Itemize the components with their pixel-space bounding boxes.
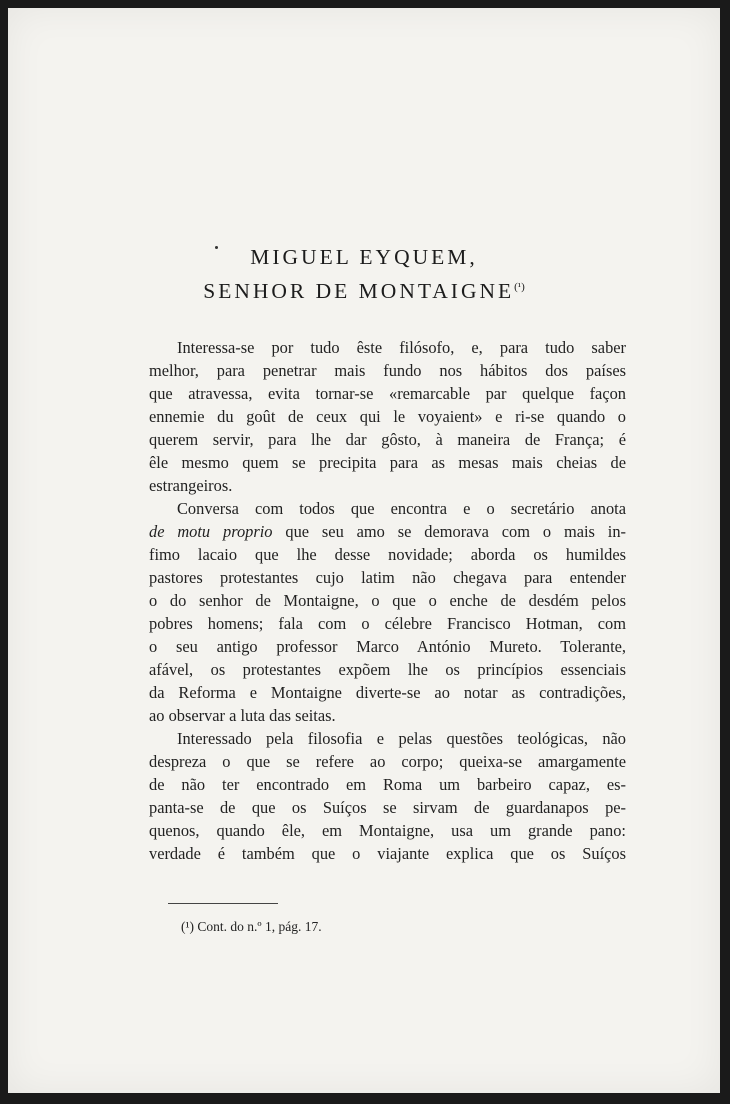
text-line: Conversa com todos que encontra e o secretário anota [177, 499, 626, 518]
text-line: ennemie du goût de ceux qui le voyaient» e ri-se quando o [149, 407, 626, 426]
footnote [181, 919, 322, 935]
footnote-marker: (¹) [181, 919, 195, 934]
footnote-reference[interactable]: (¹) [514, 281, 525, 293]
text-line-with-italic [149, 520, 626, 543]
footnote-text: Cont. do n.º 1, pág. 17. [197, 919, 322, 934]
text-line: de não ter encontrado em Roma um barbeiro capaz, es- [149, 775, 626, 794]
text-line-rest: que seu amo se demorava com o mais in- [285, 522, 626, 541]
text-line: querem servir, para lhe dar gôsto, à maneira de França; é [149, 430, 626, 449]
article-title-line2 [8, 272, 720, 306]
text-line: verdade é também que o viajante explica que os Suíços [149, 844, 626, 863]
italic-phrase: de motu proprio [149, 522, 273, 541]
text-line: afável, os protestantes expõem lhe os princípios essenciais [149, 660, 626, 679]
text-line: despreza o que se refere ao corpo; queixa-se amargamente [149, 752, 626, 771]
text-line: melhor, para penetrar mais fundo nos hábitos dos países [149, 361, 626, 380]
article-body [149, 336, 626, 865]
text-line: o seu antigo professor Marco António Mureto. Tolerante, [149, 637, 626, 656]
text-line: ao observar a luta das seitas. [149, 706, 336, 725]
text-line: pobres homens; fala com o célebre Francisco Hotman, com [149, 614, 626, 633]
text-line: da Reforma e Montaigne diverte-se ao notar as contradições, [149, 683, 626, 702]
text-line: que atravessa, evita tornar-se «remarcable par quelque façon [149, 384, 626, 403]
text-line: o do senhor de Montaigne, o que o enche de desdém pelos [149, 591, 626, 610]
article-title-line1: MIGUEL EYQUEM, [250, 245, 478, 269]
text-line: estrangeiros. [149, 476, 233, 495]
text-line: êle mesmo quem se precipita para as mesas mais cheias de [149, 453, 626, 472]
text-line: panta-se de que os Suíços se sirvam de guardanapos pe- [149, 798, 626, 817]
text-line: pastores protestantes cujo latim não chegava para entender [149, 568, 626, 587]
text-line: fimo lacaio que lhe desse novidade; aborda os humildes [149, 545, 626, 564]
text-line: Interessa-se por tudo êste filósofo, e, para tudo saber [177, 338, 626, 357]
footnote-divider [168, 903, 278, 904]
article-title-text: SENHOR DE MONTAIGNE [203, 279, 515, 303]
document-page [8, 8, 720, 1093]
text-line: Interessado pela filosofia e pelas questões teológicas, não [177, 729, 626, 748]
text-line: quenos, quando êle, em Montaigne, usa um grande pano: [149, 821, 626, 840]
